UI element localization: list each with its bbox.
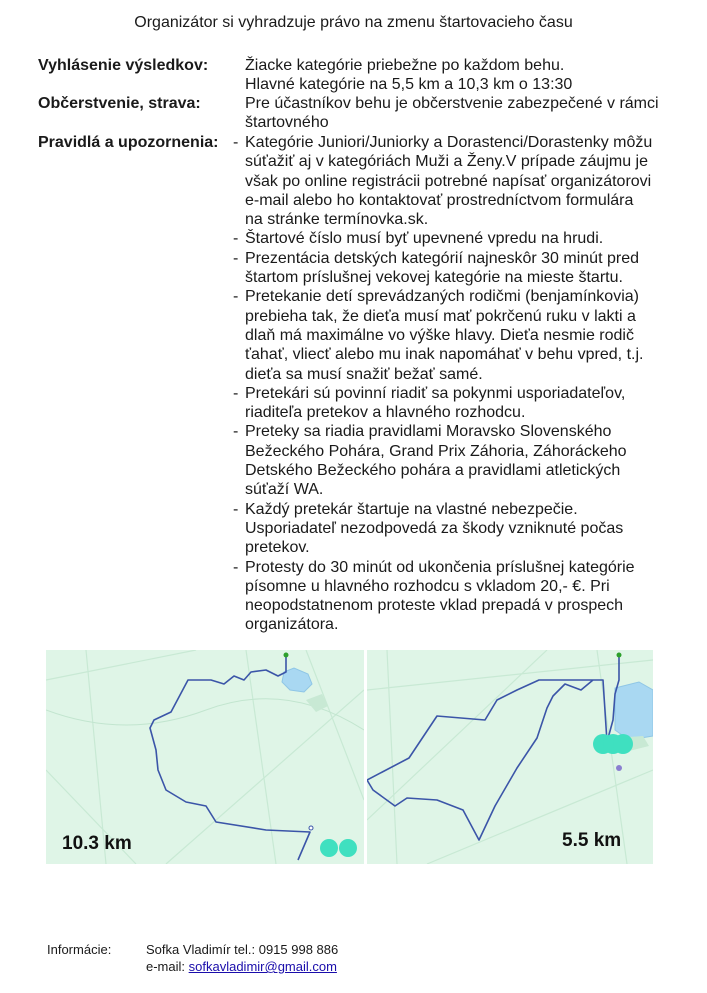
rule-text-line: Prezentácia detských kategórií najneskôr 30 minút pred bbox=[245, 249, 639, 267]
rule-text-line: štartom príslušnej vekovej kategórie na mieste štartu. bbox=[245, 269, 623, 287]
refreshments-line: štartovného bbox=[245, 114, 329, 132]
map-5km-label: 5.5 km bbox=[562, 830, 622, 851]
rule-text-line: ťahať, vliecť alebo mu inak napomáhať v behu vpred, t.j. bbox=[245, 346, 644, 364]
rule-text-line: súťažiť aj v kategóriách Muži a Ženy.V prípade záujmu je bbox=[245, 153, 649, 171]
bullet-dash: - bbox=[233, 230, 239, 248]
rule-text-line: e-mail alebo ho kontaktovať prostredníctvom formulára bbox=[245, 191, 634, 209]
marker-dot bbox=[613, 734, 633, 754]
rule-item bbox=[233, 287, 683, 383]
route-maps bbox=[46, 650, 653, 864]
rule-text-line: Štartové číslo musí byť upevnené vpredu na hrudi. bbox=[245, 230, 604, 248]
map-10km-label: 10.3 km bbox=[62, 833, 132, 854]
rule-item bbox=[233, 229, 683, 248]
results-label: Vyhlásenie výsledkov: bbox=[38, 57, 209, 74]
rule-text-line: Pretekanie detí sprevádzaných rodičmi (benjamínkovia) bbox=[245, 288, 639, 306]
map-10km-graphic bbox=[46, 650, 364, 864]
rule-text-line: na stránke termínovka.sk. bbox=[245, 211, 429, 229]
refreshments-label: Občerstvenie, strava: bbox=[38, 95, 201, 112]
rule-text-line: súťaží WA. bbox=[245, 481, 324, 499]
rule-text-line: Bežeckého Pohára, Grand Prix Záhoria, Záhoráckeho bbox=[245, 442, 627, 460]
rule-item bbox=[233, 249, 683, 288]
rule-item bbox=[233, 133, 683, 229]
results-section bbox=[38, 56, 678, 96]
rule-text-line: Preteky sa riadia pravidlami Moravsko Slovenského bbox=[245, 423, 612, 441]
bullet-dash: - bbox=[233, 249, 239, 267]
rule-item bbox=[233, 384, 683, 423]
rule-text-line: dieťa sa musí snažiť bežať samé. bbox=[245, 365, 483, 383]
rule-text-line: dlaň má maximálne vo výške hlavy. Dieťa nesmie rodič bbox=[245, 326, 634, 344]
bullet-dash: - bbox=[233, 134, 239, 151]
refreshments-section bbox=[38, 94, 678, 134]
email-link[interactable]: sofkavladimir@gmail.com bbox=[188, 959, 337, 974]
results-line: Hlavné kategórie na 5,5 km a 10,3 km o 13:30 bbox=[245, 76, 573, 94]
marker-dot bbox=[320, 839, 338, 857]
rule-item bbox=[233, 500, 683, 558]
rule-text-line: pretekov. bbox=[245, 539, 310, 557]
map-5km bbox=[367, 650, 653, 864]
rule-text-line: Usporiadateľ nezodpovedá za škody vzniknuté počas bbox=[245, 519, 624, 537]
rule-text-line: Každý pretekár štartuje na vlastné nebezpečie. bbox=[245, 500, 578, 518]
start-time-notice: Organizátor si vyhradzuje právo na zmenu štartovacieho času bbox=[134, 14, 573, 31]
bullet-dash: - bbox=[233, 558, 239, 576]
rule-text-line: neopodstatnenom proteste vklad prepadá v prospech bbox=[245, 597, 624, 615]
refreshments-line: Pre účastníkov behu je občerstvenie zabezpečené v rámci bbox=[245, 95, 659, 112]
info-label: Informácie: bbox=[47, 942, 112, 957]
rules-label: Pravidlá a upozornenia: bbox=[38, 134, 219, 151]
bullet-dash: - bbox=[233, 500, 239, 518]
rule-text-line: prebieha tak, že dieťa musí mať pokrčenú ruku v lakti a bbox=[245, 307, 636, 325]
rule-text-line: riaditeľa pretekov a hlavného rozhodcu. bbox=[245, 404, 526, 422]
rule-text-line: písomne u hlavného rozhodcu s vkladom 20,- €. Pri bbox=[245, 577, 610, 595]
bullet-dash: - bbox=[233, 423, 239, 441]
rule-text-line: organizátora. bbox=[245, 616, 339, 634]
bullet-dash: - bbox=[233, 384, 239, 402]
map-10km bbox=[46, 650, 364, 864]
rule-text-line: Protesty do 30 minút od ukončenia príslušnej kategórie bbox=[245, 558, 635, 576]
rule-text-line: však po online registrácii potrebné napísať organizátorovi bbox=[245, 172, 652, 190]
rule-item bbox=[233, 558, 683, 635]
rules-list bbox=[233, 133, 683, 635]
rule-text-line: Kategórie Juniori/Juniorky a Dorastenci/Dorastenky môžu bbox=[245, 134, 653, 151]
contact-phone: Sofka Vladimír tel.: 0915 998 886 bbox=[146, 942, 339, 957]
rule-text-line: Pretekári sú povinní riadiť sa pokynmi usporiadateľov, bbox=[245, 384, 626, 402]
rule-text-line: Detského Bežeckého pohára a pravidlami atletických bbox=[245, 462, 621, 480]
results-line: Žiacke kategórie priebežne po každom behu. bbox=[245, 57, 565, 74]
rule-item bbox=[233, 422, 683, 499]
marker-dot bbox=[339, 839, 357, 857]
email-prefix: e-mail: bbox=[146, 959, 186, 974]
bullet-dash: - bbox=[233, 288, 239, 306]
